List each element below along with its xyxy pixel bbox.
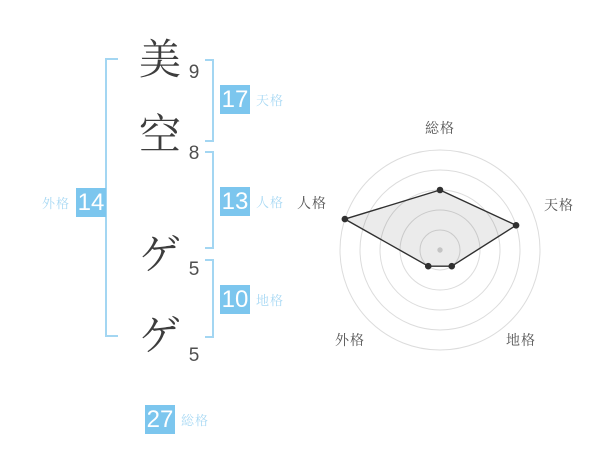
center-dot [437,247,442,252]
soukaku-value-badge: 27 [146,406,174,433]
stroke-count-3: 5 [188,259,200,280]
data-point [513,222,520,229]
axis-label: 天格 [544,197,574,213]
axis-label: 外格 [335,332,365,348]
soukaku-label: 総格 [181,413,210,428]
data-point [425,263,432,270]
data-point [448,263,455,270]
stroke-count-2: 8 [188,143,200,164]
stroke-count-1: 9 [188,62,200,83]
gaikaku-bracket [105,58,118,337]
radar-chart [295,85,600,395]
axis-label: 総格 [425,120,455,136]
name-character-2: 空 [138,111,181,158]
soukaku-row [145,405,209,434]
chikaku-value-badge: 10 [221,286,249,313]
gaikaku-label: 外格 [42,196,71,211]
data-point [437,187,444,194]
data-point [342,216,349,223]
axis-label: 人格 [297,195,327,211]
gaikaku-value-badge: 14 [77,189,105,216]
stroke-count-4: 5 [188,345,200,366]
gaikaku-row [42,188,106,217]
tenkaku-bracket [205,59,214,142]
chikaku-row [220,285,284,314]
chikaku-bracket [205,259,214,338]
chikaku-label: 地格 [256,293,285,308]
tenkaku-value-badge: 17 [221,86,249,113]
name-character-4: ゲ [138,312,181,359]
jinkaku-value-badge: 13 [221,188,249,215]
tenkaku-row [220,85,284,114]
jinkaku-row [220,187,284,216]
radar-polygon [345,190,516,266]
name-character-3: ゲ [138,231,181,278]
name-character-1: 美 [138,36,181,83]
tenkaku-label: 天格 [256,93,285,108]
jinkaku-label: 人格 [256,195,285,210]
axis-label: 地格 [506,332,536,348]
jinkaku-bracket [205,151,214,249]
